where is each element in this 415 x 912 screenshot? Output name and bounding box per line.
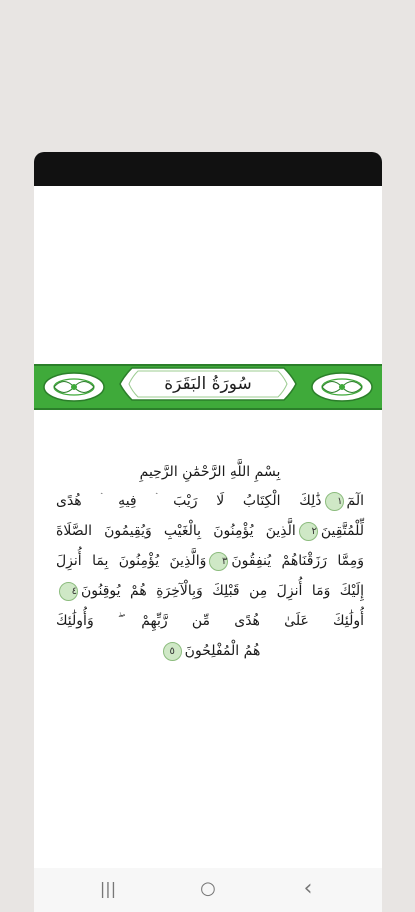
verse-line — [56, 486, 364, 516]
status-bar — [34, 152, 382, 186]
phone-screen — [34, 152, 382, 912]
verses-block — [56, 458, 364, 666]
right-ornament-icon — [296, 366, 382, 408]
verse-text: هُمُ الْمُفْلِحُونَ — [184, 643, 261, 659]
verse-text: وَالَّذِينَ يُؤْمِنُونَ بِمَا أُنزِلَ — [56, 553, 207, 569]
verse-text: ذَٰلِكَ الْكِتَابُ لَا رَيْبَ ۛ فِيهِ ۛ هُدًى — [56, 493, 322, 509]
verse-line — [56, 546, 364, 576]
verse-line — [56, 516, 364, 546]
verse-text: الَّذِينَ يُؤْمِنُونَ بِالْغَيْبِ وَيُقِيمُونَ الصَّلَاةَ — [56, 523, 296, 539]
back-icon[interactable]: ‹ — [303, 875, 313, 901]
recents-icon[interactable]: ||| — [99, 878, 117, 898]
verse-text: وَمِمَّا رَزَقْنَاهُمْ يُنفِقُونَ — [231, 553, 364, 569]
left-ornament-icon — [34, 366, 120, 408]
verse-line — [56, 576, 364, 606]
surah-title: سُورَةُ البَقَرَة — [164, 374, 252, 394]
home-icon[interactable]: ○ — [200, 877, 216, 899]
surah-title-plaque — [118, 366, 298, 402]
ayah-number-marker: ٥ — [163, 642, 182, 661]
navigation-bar — [34, 868, 382, 912]
verse-line — [56, 636, 364, 666]
verse-text: أُولَٰئِكَ عَلَىٰ هُدًى مِّن رَّبِّهِمْ ۖ وَأُولَٰئِكَ — [56, 613, 364, 629]
verse-text: إِلَيْكَ وَمَا أُنزِلَ مِن قَبْلِكَ وَبِالْآخِرَةِ هُمْ يُوقِنُونَ — [81, 583, 364, 599]
ayah-number-marker: ٣ — [209, 552, 228, 571]
ayah-number-marker: ٤ — [59, 582, 78, 601]
ayah-number-marker: ١ — [325, 492, 344, 511]
verse-text: لِّلْمُتَّقِينَ — [320, 523, 364, 539]
verse-text: الٓمٓ — [346, 493, 364, 509]
verse-line — [56, 606, 364, 636]
ayah-number-marker: ٢ — [299, 522, 318, 541]
basmala: بِسْمِ اللَّهِ الرَّحْمَٰنِ الرَّحِيمِ — [139, 464, 281, 480]
